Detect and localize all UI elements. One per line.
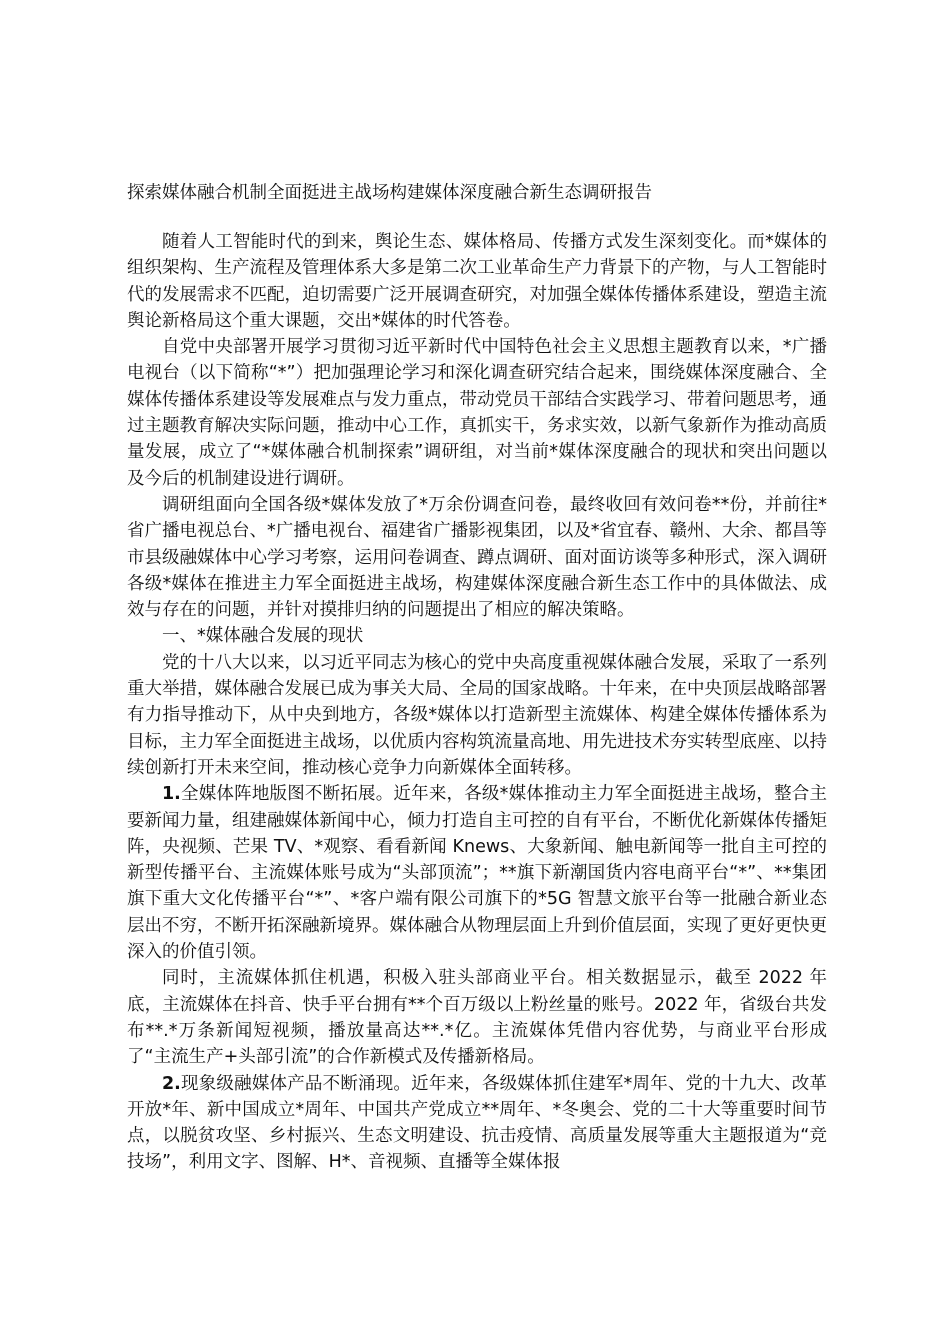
paragraph: 随着人工智能时代的到来，舆论生态、媒体格局、传播方式发生深刻变化。而*媒体的组织架构、生产流程及管理体系大多是第二次工业革命生产力背景下的产物，与人工智能时代的发展需求不匹配，迫切需要广泛开展调查研究，对加强全媒体传播体系建设，塑造主流舆论新格局这个重大课题，交出*媒体的时代答卷。	[127, 232, 827, 331]
item-number: 2.	[162, 1073, 181, 1094]
document-title: 探索媒体融合机制全面挺进主战场构建媒体深度融合新生态调研报告	[127, 183, 652, 203]
item-text: 全媒体阵地版图不断拓展。近年来，各级*媒体推动主力军全面挺进主战场，整合主要新闻力量，组建融媒体新闻中心，倾力打造自主可控的自有平台，不断优化新媒体传播矩阵，央视频、芒果 TV、*观察、看看新闻 Knews、大象新闻、触电新闻等一批自主可控的新型传播平台、主流媒体账号成为“头部顶流”；**旗下新潮国货内容电商平台“*”、**集团旗下重大文化传播平台“*”、*客户端有限公司旗下的*5G 智慧文旅平台等一批融合新业态层出不穷，不断开拓深融新境界。媒体融合从物理层面上升到价值层面，实现了更好更快更深入的价值引领。	[127, 784, 827, 963]
paragraph: 党的十八大以来，以习近平同志为核心的党中央高度重视媒体融合发展，采取了一系列重大举措，媒体融合发展已成为事关大局、全局的国家战略。十年来，在中央顶层战略部署有力指导推动下，从中央到地方，各级*媒体以打造新型主流媒体、构建全媒体传播体系为目标，主力军全面挺进主战场，以优质内容构筑流量高地、用先进技术夯实转型底座、以持续创新打开未来空间，推动核心竞争力向新媒体全面转移。	[127, 652, 827, 778]
paragraph	[127, 1071, 827, 1176]
item-text: 现象级融媒体产品不断涌现。近年来，各级媒体抓住建军*周年、党的十九大、改革开放*年、新中国成立*周年、中国共产党成立**周年、*冬奥会、党的二十大等重要时间节点，以脱贫攻坚、乡村振兴、生态文明建设、抗击疫情、高质量发展等重大主题报道为“竞技场”，利用文字、图解、H*、音视频、直播等全媒体报	[127, 1073, 827, 1173]
section-heading: 一、*媒体融合发展的现状	[162, 626, 364, 647]
item-number: 1.	[162, 784, 181, 805]
document-body	[127, 229, 827, 1176]
paragraph: 自党中央部署开展学习贯彻习近平新时代中国特色社会主义思想主题教育以来，*广播电视台（以下简称“*”）把加强理论学习和深化调查研究结合起来，围绕媒体深度融合、全媒体传播体系建设等发展难点与发力重点，带动党员干部结合实践学习、带着问题思考，通过主题教育解决实际问题，推动中心工作，真抓实干，务求实效，以新气象新作为推动高质量发展，成立了“*媒体融合机制探索”调研组，对当前*媒体深度融合的现状和突出问题以及今后的机制建设进行调研。	[127, 337, 827, 489]
paragraph: 调研组面向全国各级*媒体发放了*万余份调查问卷，最终收回有效问卷**份，并前往*省广播电视总台、*广播电视台、福建省广播影视集团，以及*省宜春、赣州、大余、都昌等市县级融媒体中心学习考察，运用问卷调查、蹲点调研、面对面访谈等多种形式，深入调研各级*媒体在推进主力军全面挺进主战场，构建媒体深度融合新生态工作中的具体做法、成效与存在的问题，并针对摸排归纳的问题提出了相应的解决策略。	[127, 494, 827, 621]
paragraph: 同时，主流媒体抓住机遇，积极入驻头部商业平台。相关数据显示，截至 2022 年底，主流媒体在抖音、快手平台拥有**个百万级以上粉丝量的账号。2022 年，省级台共发布**.*万条新闻短视频，播放量高达**.*亿。主流媒体凭借内容优势，与商业平台形成了“主流生产+头部引流”的合作新模式及传播新格局。	[127, 968, 827, 1068]
paragraph	[127, 781, 827, 965]
